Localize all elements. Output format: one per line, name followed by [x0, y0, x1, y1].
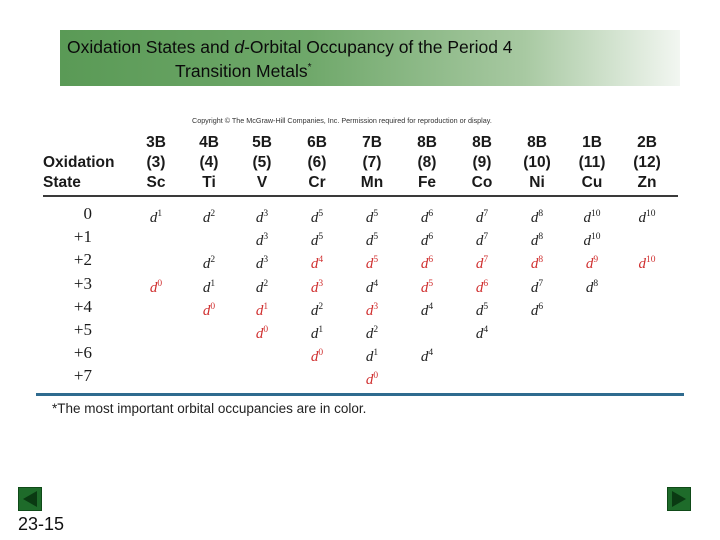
cell-letter: d [255, 326, 264, 342]
column-header-num: (8) [417, 154, 437, 171]
cell-exponent: 10 [646, 209, 656, 219]
cell-letter: d [475, 256, 484, 273]
orbital-occupancy-cell [236, 273, 288, 299]
footnote-marker: * [307, 62, 312, 74]
column-header-group: 5B [252, 134, 272, 151]
cell-exponent: 7 [538, 278, 544, 289]
next-slide-button[interactable] [667, 487, 691, 511]
cell-exponent: 7 [483, 232, 489, 243]
cell-letter: d [420, 256, 429, 273]
cell-letter: d [255, 302, 264, 319]
orbital-occupancy-cell [291, 319, 343, 345]
cell-letter: d [310, 279, 319, 296]
cell-letter: d [202, 302, 211, 319]
cell-letter: d [475, 210, 484, 226]
cell-letter: d [583, 210, 591, 226]
oxidation-state-label: +3 [73, 273, 92, 293]
cell-letter: d [585, 279, 594, 296]
cell-exponent: 5 [318, 209, 324, 219]
orbital-occupancy-cell [511, 249, 563, 275]
header-divider [43, 195, 678, 197]
column-header-group: 8B [417, 134, 437, 151]
column-header-num: (5) [252, 154, 272, 171]
cell-letter: d [475, 326, 484, 342]
orbital-occupancy-cell [456, 273, 508, 299]
cell-letter: d [530, 256, 539, 273]
column-header-el: Cu [581, 174, 603, 191]
cell-exponent: 8 [538, 232, 544, 243]
orbital-occupancy-cell [566, 203, 618, 229]
column-header-num: (9) [472, 154, 492, 171]
oxidation-state-label: +4 [73, 296, 92, 316]
orbital-occupancy-cell [456, 203, 508, 229]
cell-letter: d [365, 302, 374, 319]
column-header-group: 1B [582, 134, 602, 151]
cell-letter: d [255, 233, 264, 250]
column-header-el: Cr [308, 174, 326, 191]
cell-exponent: 10 [646, 255, 656, 266]
orbital-occupancy-cell [236, 226, 288, 252]
orbital-occupancy-cell [621, 249, 673, 275]
oxidation-state-label: +6 [73, 343, 92, 363]
cell-exponent: 0 [157, 278, 163, 289]
cell-exponent: 2 [210, 255, 216, 266]
slide-title-line-2: Transition Metals* [175, 61, 312, 81]
orbital-occupancy-cell [236, 203, 288, 229]
cell-exponent: 0 [210, 301, 216, 312]
cell-letter: d [420, 349, 429, 366]
orbital-occupancy-cell [511, 296, 563, 322]
column-header-num: (12) [633, 154, 661, 171]
cell-exponent: 6 [483, 278, 489, 289]
cell-exponent: 4 [428, 348, 434, 359]
cell-exponent: 1 [157, 209, 163, 219]
cell-letter: d [583, 233, 591, 250]
cell-letter: d [255, 256, 264, 273]
cell-letter: d [255, 210, 264, 226]
cell-exponent: 5 [373, 255, 379, 266]
column-header-num: (7) [362, 154, 382, 171]
orbital-occupancy-cell [346, 319, 398, 345]
cell-letter: d [420, 233, 429, 250]
cell-exponent: 5 [373, 232, 379, 243]
column-header-num: (6) [307, 154, 327, 171]
cell-exponent: 2 [263, 278, 269, 289]
orbital-occupancy-cell [183, 296, 235, 322]
orbital-occupancy-cell [566, 273, 618, 299]
cell-letter: d [365, 279, 374, 296]
orbital-occupancy-cell [346, 273, 398, 299]
row-header-label-1: Oxidation [43, 154, 115, 171]
cell-exponent: 1 [210, 278, 216, 289]
cell-exponent: 10 [591, 232, 601, 243]
cell-exponent: 0 [318, 348, 324, 359]
orbital-occupancy-cell [456, 319, 508, 345]
cell-letter: d [530, 210, 539, 226]
cell-letter: d [149, 279, 158, 296]
column-header-el: V [256, 174, 268, 191]
column-header-el: Sc [146, 174, 166, 191]
orbital-occupancy-cell [346, 365, 398, 391]
orbital-occupancy-cell [456, 296, 508, 322]
cell-letter: d [255, 279, 264, 296]
cell-letter: d [475, 279, 484, 296]
orbital-occupancy-cell [346, 296, 398, 322]
cell-exponent: 8 [538, 209, 544, 219]
orbital-occupancy-cell [401, 273, 453, 299]
cell-letter: d [365, 233, 374, 250]
slide-number: 23-15 [18, 514, 65, 534]
orbital-occupancy-cell [511, 203, 563, 229]
cell-exponent: 3 [263, 209, 269, 219]
cell-letter: d [530, 302, 539, 319]
cell-exponent: 5 [318, 232, 324, 243]
cell-exponent: 8 [593, 278, 599, 289]
copyright-notice: Copyright © The McGraw-Hill Companies, Inc. Permission required for reproduction or display. [192, 116, 492, 125]
column-header-el: Ni [529, 174, 545, 191]
column-header-el: Ti [202, 174, 216, 191]
orbital-occupancy-cell [456, 226, 508, 252]
cell-exponent: 5 [483, 301, 489, 312]
cell-exponent: 6 [428, 255, 434, 266]
orbital-occupancy-cell [130, 273, 182, 299]
orbital-occupancy-cell [566, 226, 618, 252]
orbital-occupancy-cell [183, 203, 235, 229]
cell-exponent: 0 [263, 325, 269, 335]
cell-letter: d [202, 210, 211, 226]
slide-title-line-1: Oxidation States and d-Orbital Occupancy of the Period 4 [67, 37, 513, 57]
cell-letter: d [365, 372, 374, 389]
column-header-num: (3) [146, 154, 166, 171]
cell-exponent: 5 [428, 278, 434, 289]
cell-letter: d [310, 349, 319, 366]
previous-slide-button[interactable] [18, 487, 42, 511]
cell-letter: d [475, 233, 484, 250]
cell-letter: d [365, 256, 374, 273]
orbital-occupancy-cell [291, 342, 343, 368]
cell-exponent: 2 [318, 301, 324, 312]
cell-letter: d [310, 256, 319, 273]
cell-letter: d [530, 279, 539, 296]
orbital-occupancy-cell [346, 203, 398, 229]
orbital-occupancy-cell [401, 342, 453, 368]
cell-exponent: 1 [373, 348, 379, 359]
cell-letter: d [310, 233, 319, 250]
column-header-group: 8B [527, 134, 547, 151]
cell-letter: d [420, 279, 429, 296]
cell-letter: d [149, 210, 158, 226]
orbital-occupancy-cell [291, 226, 343, 252]
cell-exponent: 4 [318, 255, 324, 266]
cell-letter: d [310, 210, 319, 226]
column-header-num: (4) [199, 154, 219, 171]
cell-letter: d [310, 326, 319, 342]
oxidation-state-label: 0 [83, 204, 92, 223]
orbital-occupancy-cell [183, 249, 235, 275]
orbital-occupancy-cell [401, 296, 453, 322]
orbital-occupancy-cell [236, 249, 288, 275]
column-header-group: 2B [637, 134, 657, 151]
orbital-occupancy-cell [456, 249, 508, 275]
cell-exponent: 3 [263, 255, 269, 266]
cell-exponent: 1 [263, 301, 269, 312]
cell-letter: d [420, 210, 429, 226]
column-header-el: Zn [637, 174, 657, 191]
cell-exponent: 6 [428, 232, 434, 243]
cell-exponent: 2 [210, 209, 216, 219]
cell-letter: d [365, 349, 374, 366]
column-header-num: (11) [578, 154, 606, 171]
column-header-group: 3B [146, 134, 166, 151]
column-header-group: 6B [307, 134, 327, 151]
orbital-occupancy-cell [401, 249, 453, 275]
cell-letter: d [585, 256, 594, 273]
oxidation-state-label: +1 [73, 227, 92, 247]
orbital-occupancy-cell [130, 203, 182, 229]
cell-exponent: 3 [373, 301, 379, 312]
table-bottom-rule [36, 393, 684, 396]
column-header-group: 8B [472, 134, 492, 151]
cell-exponent: 9 [593, 255, 599, 266]
orbital-occupancy-cell [401, 203, 453, 229]
column-header-num: (10) [523, 154, 551, 171]
cell-letter: d [202, 279, 211, 296]
triangle-left-icon [19, 488, 41, 510]
orbital-occupancy-cell [183, 273, 235, 299]
cell-letter: d [638, 210, 646, 226]
cell-exponent: 4 [373, 278, 379, 289]
cell-exponent: 7 [483, 209, 489, 219]
cell-exponent: 6 [428, 209, 434, 219]
orbital-occupancy-cell [236, 319, 288, 345]
orbital-occupancy-cell [291, 273, 343, 299]
cell-exponent: 4 [428, 301, 434, 312]
orbital-occupancy-cell [291, 203, 343, 229]
orbital-occupancy-cell [621, 203, 673, 229]
cell-letter: d [475, 302, 484, 319]
cell-exponent: 3 [318, 278, 324, 289]
oxidation-state-label: +2 [73, 250, 92, 270]
cell-letter: d [365, 210, 374, 226]
cell-exponent: 7 [483, 255, 489, 266]
cell-exponent: 8 [538, 255, 544, 266]
orbital-occupancy-cell [346, 226, 398, 252]
cell-exponent: 0 [373, 371, 379, 382]
cell-letter: d [420, 302, 429, 319]
orbital-occupancy-cell [291, 249, 343, 275]
column-header-group: 7B [362, 134, 382, 151]
cell-letter: d [530, 233, 539, 250]
column-header-el: Fe [417, 174, 437, 191]
column-header-el: Co [471, 174, 493, 191]
cell-exponent: 10 [591, 209, 601, 219]
cell-letter: d [310, 302, 319, 319]
column-header-el: Mn [360, 174, 384, 191]
row-header-label-2: State [43, 174, 81, 191]
orbital-occupancy-cell [346, 342, 398, 368]
cell-exponent: 3 [263, 232, 269, 243]
orbital-occupancy-cell [511, 226, 563, 252]
orbital-occupancy-cell [346, 249, 398, 275]
triangle-right-icon [668, 488, 690, 510]
cell-letter: d [365, 326, 374, 342]
cell-letter: d [638, 256, 646, 273]
orbital-occupancy-cell [511, 273, 563, 299]
orbital-occupancy-cell [566, 249, 618, 275]
cell-exponent: 1 [318, 325, 324, 335]
column-header-group: 4B [199, 134, 219, 151]
footnote: *The most important orbital occupancies are in color. [52, 401, 367, 416]
orbital-occupancy-cell [291, 296, 343, 322]
cell-exponent: 5 [373, 209, 379, 219]
orbital-occupancy-cell [401, 226, 453, 252]
oxidation-state-label: +7 [73, 366, 92, 386]
orbital-occupancy-cell [236, 296, 288, 322]
cell-exponent: 2 [373, 325, 379, 335]
cell-letter: d [202, 256, 211, 273]
cell-exponent: 6 [538, 301, 544, 312]
oxidation-state-label: +5 [73, 320, 92, 339]
cell-exponent: 4 [483, 325, 489, 335]
